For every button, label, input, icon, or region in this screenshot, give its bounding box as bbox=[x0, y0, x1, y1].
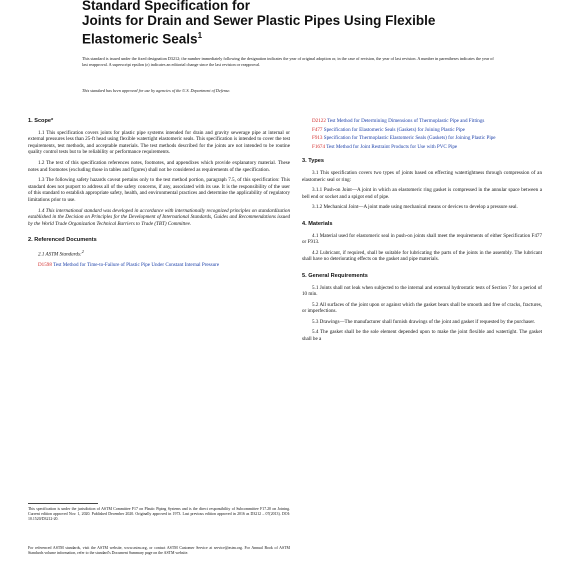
scope-1-4: 1.4 This international standard was developed in accordance with internationally recognized principles on standardization established in the Decision on Principles for the Development of International Standards, Guides and Recommendations issued by the World Trade Organization Technical Barriers to Trade (TBT) Committee. bbox=[28, 207, 290, 227]
ref-code: F477 bbox=[312, 126, 323, 133]
reference-d2122[interactable] bbox=[302, 118, 542, 125]
general-5-3: 5.3 Drawings—The manufacturer shall furnish drawings of the joint and gasket if requested by the purchaser. bbox=[312, 318, 536, 325]
document-title bbox=[82, 0, 502, 47]
footnote-2: For referenced ASTM standards, visit the ASTM website, www.astm.org, or contact ASTM Customer Service at service@astm.org. For Annual Book of ASTM Standards volume information, refer to the standard's Document Summary page on the ASTM website. bbox=[28, 546, 290, 556]
types-3-1-2: 3.1.2 Mechanical Joint—A joint made using mechanical means or devices to develop a pressure seal. bbox=[312, 204, 518, 211]
ref-code: D1598 bbox=[38, 262, 52, 269]
scope-heading: 1. Scope* bbox=[28, 118, 54, 124]
materials-4-2: 4.2 Lubricant, if required, shall be suitable for lubricating the parts of the joints in the assembly. The lubricant shall have no deteriorating effects on the gasket and pipe materials. bbox=[302, 249, 542, 263]
types-3-1-1: 3.1.1 Push-on Joint—A joint in which an elastomeric ring gasket is compressed in the annular space between a bell end or socket and a spigot end of pipe. bbox=[302, 187, 542, 200]
scope-1-2: 1.2 The text of this specification references notes, footnotes, and appendixes which provide explanatory material. These notes and footnotes (excluding those in tables and figures) shall not be considered as requirements of the specification. bbox=[28, 159, 290, 173]
designation-note: This standard is issued under the fixed designation D3212; the number immediately following the designation indicates the year of original adoption or, in the case of revision, the year of last revision. A number in parentheses indicates the year of last reapproval. A superscript epsilon (ε) indicates an editorial change since the last revision or reapproval. bbox=[82, 56, 494, 67]
reference-f1674[interactable] bbox=[302, 144, 542, 151]
reference-f477[interactable] bbox=[302, 127, 542, 134]
types-3-1: 3.1 This specification covers two types of joints based on effecting watertightness through compression of an elastomeric seal or ring: bbox=[302, 169, 542, 183]
reference-d1598[interactable] bbox=[28, 262, 290, 269]
ref-code: F913 bbox=[312, 135, 323, 142]
title-line-3: Elastomeric Seals bbox=[82, 31, 198, 47]
title-line-2: Joints for Drain and Sewer Plastic Pipes Using Flexible bbox=[82, 13, 436, 28]
materials-heading: 4. Materials bbox=[302, 220, 333, 227]
footnote-divider bbox=[28, 503, 98, 504]
approval-note: This standard has been approved for use by agencies of the U.S. Department of Defense. bbox=[82, 88, 231, 93]
materials-4-1: 4.1 Material used for elastomeric seal in push-on joints shall meet the requirements of either Specification F477 or F913. bbox=[302, 232, 542, 246]
ref-title: Test Method for Time-to-Failure of Plastic Pipe Under Constant Internal Pressure bbox=[53, 262, 220, 269]
ref-title: Test Method for Joint Restraint Products for Use with PVC Pipe bbox=[326, 143, 458, 150]
general-requirements-heading: 5. General Requirements bbox=[302, 272, 368, 279]
types-heading: 3. Types bbox=[302, 158, 324, 165]
astm-footnote-marker: 2 bbox=[81, 248, 84, 254]
referenced-documents-heading: 2. Referenced Documents bbox=[28, 237, 97, 244]
footnote-1: This specification is under the jurisdiction of ASTM Committee F17 on Plastic Piping Systems and is the direct responsibility of Subcommittee F17.20 on Joining. Current edition approved Nov. 1, 2020. Published December 2020. Originally approved in 1973. Last previous edition approved in 2016 as D3212 – 07(2013). DOI: 10.1520/D3212-20. bbox=[28, 507, 290, 522]
general-5-1: 5.1 Joints shall not leak when subjected to the internal and external hydrostatic tests of Section 7 for a period of 10 min. bbox=[302, 284, 542, 298]
general-5-2: 5.2 All surfaces of the joint upon or against which the gasket bears shall be smooth and free of cracks, fractures, or imperfections. bbox=[302, 301, 542, 315]
left-column bbox=[28, 118, 290, 270]
ref-title: Specification for Elastomeric Seals (Gaskets) for Joining Plastic Pipe bbox=[323, 126, 465, 133]
title-footnote-marker: 1 bbox=[197, 31, 203, 40]
ref-code: D2122 bbox=[312, 118, 326, 124]
ref-code: F1674 bbox=[312, 143, 326, 150]
astm-standards-label: 2.1 ASTM Standards:$^2$ bbox=[38, 248, 84, 258]
reference-f913[interactable] bbox=[302, 135, 542, 142]
general-5-4: 5.4 The gasket shall be the sole element depended upon to make the joint flexible and watertight. The gasket shall be a bbox=[302, 329, 542, 343]
scope-1-1: 1.1 This specification covers joints for plastic pipe systems intended for drain and gravity sewerage pipe at internal or external pressures less than 25-ft head using flexible watertight elastomeric seals. This specification is intended to cover the test requirements, test methods, and acceptable materials. The test methods described for the joints are not intended to be routine quality control tests but to be reliability or performance requirements. bbox=[28, 129, 290, 156]
right-column bbox=[302, 118, 542, 347]
ref-title: Test Method for Determining Dimensions of Thermoplastic Pipe and Fittings bbox=[327, 118, 485, 124]
title-line-1: Standard Specification for bbox=[82, 0, 251, 13]
scope-1-3: 1.3 The following safety hazards caveat pertains only to the test method portion, paragraph 7.5, of this specification: This standard does not purport to address all of the safety concerns, if any, associated with its use. It is the responsibility of the user of this standard to establish appropriate safety, health, and environmental practices and determine the applicability of regulatory limitations prior to use. bbox=[28, 177, 290, 203]
ref-title: Specification for Thermoplastic Elastomeric Seals (Gaskets) for Joining Plastic Pipe bbox=[323, 135, 496, 142]
